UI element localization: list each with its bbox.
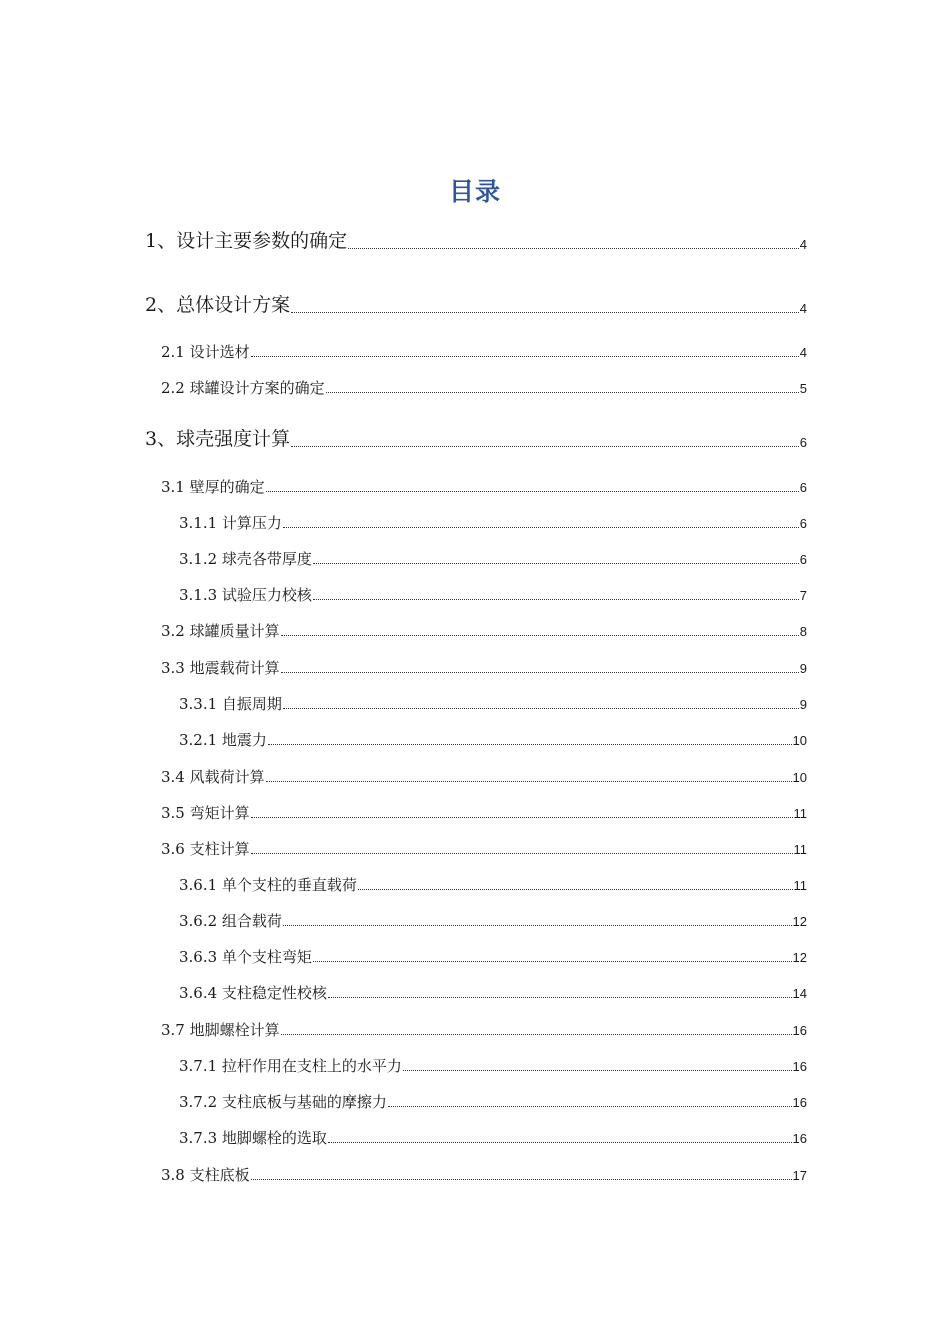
toc-entry-page-number: 10 [792, 770, 807, 786]
toc-entry-page-number: 9 [799, 697, 807, 713]
toc-entry-text: 3.1 壁厚的确定 [161, 478, 265, 496]
toc-entry-page-number: 17 [792, 1168, 807, 1184]
toc-entry-text: 3.5 弯矩计算 [161, 804, 250, 822]
toc-entry[interactable] [179, 912, 807, 930]
toc-leader-dots [326, 392, 799, 393]
toc-entry-page-number: 11 [793, 842, 807, 858]
toc-entry-page-number: 6 [799, 552, 807, 568]
toc-entry-page-number: 12 [792, 914, 807, 930]
toc-entry-page-number: 6 [799, 516, 807, 532]
toc-leader-dots [268, 744, 792, 745]
toc-leader-dots [251, 817, 793, 818]
toc-entry[interactable] [145, 428, 807, 451]
toc-leader-dots [283, 527, 799, 528]
toc-leader-dots [328, 1142, 792, 1143]
toc-entry-text: 3.2 球罐质量计算 [161, 622, 280, 640]
toc-entry-page-number: 7 [799, 588, 807, 604]
toc-entry[interactable] [161, 840, 807, 858]
toc-entry-text: 3.3.1 自振周期 [179, 695, 282, 713]
toc-entry[interactable] [179, 586, 807, 604]
toc-entry-text: 3.4 风载荷计算 [161, 768, 265, 786]
toc-entry-page-number: 12 [792, 950, 807, 966]
toc-leader-dots [313, 599, 799, 600]
toc-leader-dots [313, 563, 799, 564]
toc-leader-dots [348, 248, 799, 249]
toc-entry-page-number: 16 [792, 1095, 807, 1111]
toc-entry-page-number: 11 [793, 806, 807, 822]
toc-entry-page-number: 8 [799, 624, 807, 640]
toc-entry[interactable] [161, 1021, 807, 1039]
toc-leader-dots [283, 925, 792, 926]
toc-entry[interactable] [179, 731, 807, 749]
toc-entry[interactable] [179, 514, 807, 532]
toc-entry-page-number: 14 [792, 986, 807, 1002]
toc-entry[interactable] [179, 948, 807, 966]
toc-entry-page-number: 11 [793, 878, 807, 894]
toc-leader-dots [266, 781, 792, 782]
toc-entry-page-number: 10 [792, 733, 807, 749]
toc-entry-text: 2.2 球罐设计方案的确定 [161, 379, 325, 397]
toc-entry-page-number: 4 [799, 345, 807, 361]
toc-leader-dots [313, 961, 792, 962]
toc-entry-text: 3.2.1 地震力 [179, 731, 267, 749]
toc-entry[interactable] [179, 1093, 807, 1111]
toc-leader-dots [281, 635, 799, 636]
toc-title: 目录 [448, 177, 501, 206]
toc-leader-dots [251, 853, 793, 854]
toc-entry[interactable] [179, 984, 807, 1002]
toc-entry-text: 3.6 支柱计算 [161, 840, 250, 858]
toc-leader-dots [281, 672, 799, 673]
toc-leader-dots [358, 889, 793, 890]
toc-entry[interactable] [161, 478, 807, 496]
toc-entry-text: 2.1 设计选材 [161, 343, 250, 361]
toc-entry-text: 1、设计主要参数的确定 [145, 230, 348, 252]
toc-entry-text: 2、总体设计方案 [145, 294, 291, 316]
toc-entry-page-number: 16 [792, 1131, 807, 1147]
toc-entry-text: 3.7.1 拉杆作用在支柱上的水平力 [179, 1057, 402, 1075]
toc-entry-text: 3.7.2 支柱底板与基础的摩擦力 [179, 1093, 387, 1111]
toc-entry-page-number: 5 [799, 381, 807, 397]
toc-leader-dots [328, 997, 792, 998]
toc-leader-dots [251, 1179, 792, 1180]
toc-leader-dots [291, 446, 799, 447]
toc-entry-text: 3.6.2 组合载荷 [179, 912, 282, 930]
toc-entry[interactable] [179, 1057, 807, 1075]
toc-entry-page-number: 4 [799, 301, 807, 317]
toc-entry-page-number: 16 [792, 1059, 807, 1075]
toc-leader-dots [281, 1034, 792, 1035]
toc-entry-text: 3.1.3 试验压力校核 [179, 586, 312, 604]
toc-leader-dots [388, 1106, 792, 1107]
toc-entry-page-number: 4 [799, 237, 807, 253]
toc-entry-text: 3.6.4 支柱稳定性校核 [179, 984, 327, 1002]
toc-entry-text: 3.1.2 球壳各带厚度 [179, 550, 312, 568]
toc-entry[interactable] [179, 550, 807, 568]
toc-leader-dots [266, 491, 799, 492]
toc-entry[interactable] [161, 379, 807, 397]
toc-entry[interactable] [179, 876, 807, 894]
toc-entry[interactable] [161, 622, 807, 640]
toc-entry-text: 3.8 支柱底板 [161, 1166, 250, 1184]
toc-entry-page-number: 6 [799, 480, 807, 496]
toc-entry[interactable] [161, 659, 807, 677]
toc-entry-text: 3.6.3 单个支柱弯矩 [179, 948, 312, 966]
toc-entry[interactable] [161, 343, 807, 361]
toc-entry[interactable] [161, 768, 807, 786]
toc-entry[interactable] [161, 1166, 807, 1184]
toc-entry[interactable] [179, 695, 807, 713]
toc-leader-dots [403, 1070, 792, 1071]
toc-entry-page-number: 16 [792, 1023, 807, 1039]
toc-entry-text: 3.1.1 计算压力 [179, 514, 282, 532]
toc-leader-dots [291, 312, 799, 313]
toc-entry-text: 3.7 地脚螺栓计算 [161, 1021, 280, 1039]
toc-entry-text: 3、球壳强度计算 [145, 428, 291, 450]
toc-entry-text: 3.3 地震载荷计算 [161, 659, 280, 677]
toc-entry[interactable] [161, 804, 807, 822]
toc-entry[interactable] [145, 294, 807, 317]
toc-entry-page-number: 6 [799, 435, 807, 451]
toc-leader-dots [251, 356, 799, 357]
toc-entry[interactable] [179, 1129, 807, 1147]
toc-leader-dots [283, 708, 799, 709]
toc-entry-text: 3.6.1 单个支柱的垂直载荷 [179, 876, 357, 894]
toc-entry-page-number: 9 [799, 661, 807, 677]
toc-entry-text: 3.7.3 地脚螺栓的选取 [179, 1129, 327, 1147]
toc-entry[interactable] [145, 230, 807, 253]
